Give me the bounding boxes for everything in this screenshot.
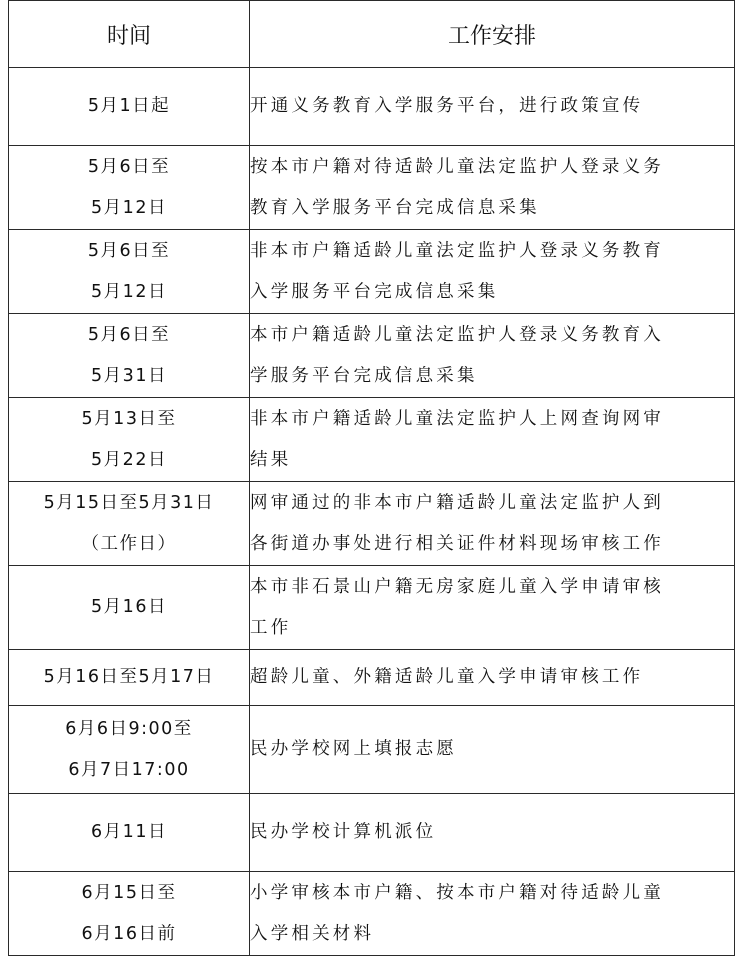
time-line: （工作日） [81,533,177,554]
work-line: 入学服务平台完成信息采集 [250,281,499,302]
time-line: 6月6日9:00至 [65,718,193,739]
header-work: 工作安排 [250,1,735,68]
work-cell [250,872,735,956]
work-cell [250,794,735,872]
table-row [9,314,735,398]
time-line: 5月16日 [91,597,167,617]
work-line: 本市户籍适龄儿童法定监护人登录义务教育入 [250,324,664,345]
time-line: 5月13日至 [81,408,177,429]
header-time: 时间 [9,1,250,68]
work-line: 民办学校网上填报志愿 [250,739,457,759]
table-row [9,68,735,146]
time-cell [9,230,250,314]
table-row [9,794,735,872]
table-row [9,398,735,482]
time-cell [9,482,250,566]
time-line: 6月15日至 [81,882,177,903]
work-line: 小学审核本市户籍、按本市户籍对待适龄儿童 [250,882,664,903]
table-row [9,706,735,794]
table-row [9,566,735,650]
work-line: 超龄儿童、外籍适龄儿童入学申请审核工作 [250,667,644,687]
time-line: 6月11日 [91,822,167,842]
work-line: 开通义务教育入学服务平台，进行政策宣传 [250,96,644,116]
table-row [9,146,735,230]
work-cell [250,706,735,794]
work-cell [250,650,735,706]
work-line: 教育入学服务平台完成信息采集 [250,197,540,218]
time-cell [9,650,250,706]
time-line: 6月16日前 [81,923,177,944]
time-cell [9,794,250,872]
time-cell [9,566,250,650]
work-cell [250,482,735,566]
time-line: 5月6日至 [87,156,171,177]
work-line: 本市非石景山户籍无房家庭儿童入学申请审核 [250,576,664,597]
work-line: 入学相关材料 [250,923,375,944]
time-line: 6月7日17:00 [68,759,190,780]
work-cell [250,314,735,398]
time-cell [9,398,250,482]
time-cell [9,68,250,146]
work-cell [250,566,735,650]
work-cell [250,146,735,230]
time-line: 5月31日 [91,365,167,386]
time-cell [9,146,250,230]
work-line: 非本市户籍适龄儿童法定监护人登录义务教育 [250,240,664,261]
time-line: 5月15日至5月31日 [43,492,215,513]
work-line: 按本市户籍对待适龄儿童法定监护人登录义务 [250,156,664,177]
time-line: 5月1日起 [87,96,171,116]
work-line: 结果 [250,449,292,470]
schedule-table [8,0,735,956]
table-row [9,482,735,566]
table-row [9,230,735,314]
time-line: 5月16日至5月17日 [43,667,215,687]
work-line: 非本市户籍适龄儿童法定监护人上网查询网审 [250,408,664,429]
time-cell [9,314,250,398]
time-line: 5月6日至 [87,240,171,261]
work-line: 网审通过的非本市户籍适龄儿童法定监护人到 [250,492,664,513]
work-line: 各街道办事处进行相关证件材料现场审核工作 [250,533,664,554]
work-line: 民办学校计算机派位 [250,822,437,842]
time-line: 5月6日至 [87,324,171,345]
time-cell [9,706,250,794]
table-header-row [9,1,735,68]
work-cell [250,398,735,482]
work-cell [250,68,735,146]
time-line: 5月12日 [91,281,167,302]
time-cell [9,872,250,956]
table-row [9,650,735,706]
work-line: 工作 [250,617,292,638]
time-line: 5月12日 [91,197,167,218]
time-line: 5月22日 [91,449,167,470]
table-row [9,872,735,956]
work-line: 学服务平台完成信息采集 [250,365,478,386]
work-cell [250,230,735,314]
